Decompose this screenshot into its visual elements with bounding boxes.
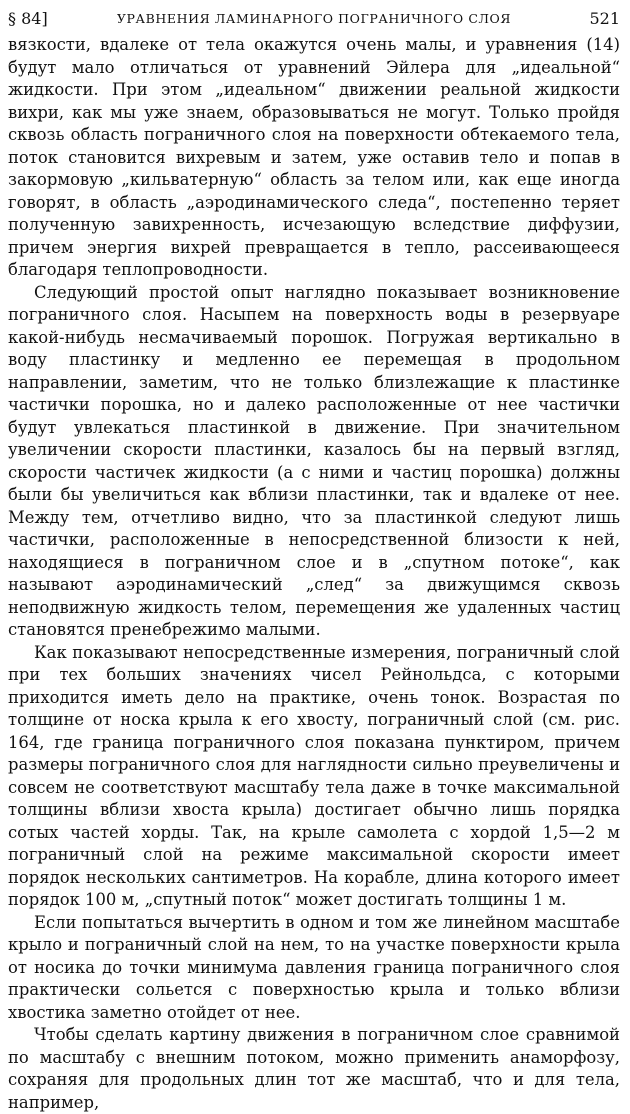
paragraph-5: Чтобы сделать картину движения в пограничном слое сравнимой по масштабу с внешним потоком, можно применить анаморфозу, сохраняя для продольных длин тот же масштаб, что и для тела, например, [8, 1025, 620, 1112]
page-header [8, 6, 620, 32]
paragraph-4: Если попытаться вычертить в одном и том же линейном масштабе крыло и пограничный слой на нем, то на участке поверхности крыла от носика до точки минимума давления граница пограничного слоя практически сольется с поверхностью крыла и только вблизи хвостика заметно отойдет от нее. [8, 912, 620, 1022]
paragraph-1: вязкости, вдалеке от тела окажутся очень малы, и уравнения (14) будут мало отличаться от уравнений Эйлера для „идеальной“ жидкости. При этом „идеальном“ движении реальной жидкости вихри, как мы уже знаем, образовываться не могут. Только пройдя сквозь область пограничного слоя на поверхности обтекаемого тела, поток становится вихревым и затем, уже оставив тело и попав в закормовую „кильватерную“ область за телом или, как еще иногда говорят, в область „аэродинамического следа“, постепенно теряет полученную завихренность, исчезающую вследствие диффузии, причем энергия вихрей превращается в тепло, рассеивающееся благодаря теплопроводности. [8, 35, 620, 279]
page-body [8, 34, 620, 1114]
paragraph-2: Следующий простой опыт наглядно показывает возникновение пограничного слоя. Насыпем на поверхность воды в резервуаре какой-нибудь несмачиваемый порошок. Погружая вертикально в воду пластинку и медленно ее перемещая в продольном направлении, заметим, что не только близлежащие к пластинке частички порошка, но и далеко расположенные от нее частички будут увлекаться пластинкой в движение. При значительном увеличении скорости пластинки, казалось бы на первый взгляд, скорости частичек жидкости (а с ними и частиц порошка) должны были бы увеличиться как вблизи пластинки, так и вдалеке от нее. Между тем, отчетливо видно, что за пластинкой следуют лишь частички, расположенные в непосредственной близости к ней, находящиеся в пограничном слое и в „спутном потоке“, как называют аэродинамический „след“ за движущимся сквозь неподвижную жидкость телом, перемещения же удаленных частиц становятся пренебрежимо малыми. [8, 282, 620, 639]
page-number: 521 [589, 9, 620, 28]
section-number: § 84] [8, 9, 48, 28]
paragraph-3: Как показывают непосредственные измерения, пограничный слой при тех больших значениях чисел Рейнольдса, с которыми приходится иметь дело на практике, очень тонок. Возрастая по толщине от носка крыла к его хвосту, пограничный слой (см. рис. 164, где граница пограничного слоя показана пунктиром, причем размеры пограничного слоя для наглядности сильно преувеличены и совсем не соответствуют масштабу тела даже в точке максимальной толщины вблизи хвоста крыла) достигает обычно лишь порядка сотых частей хорды. Так, на крыле самолета с хордой 1,5—2 м пограничный слой на режиме максимальной скорости имеет порядок нескольких сантиметров. На корабле, длина которого имеет порядок 100 м, „спутный поток“ может достигать толщины 1 м. [8, 642, 620, 909]
running-title: УРАВНЕНИЯ ЛАМИНАРНОГО ПОГРАНИЧНОГО СЛОЯ [116, 11, 512, 26]
